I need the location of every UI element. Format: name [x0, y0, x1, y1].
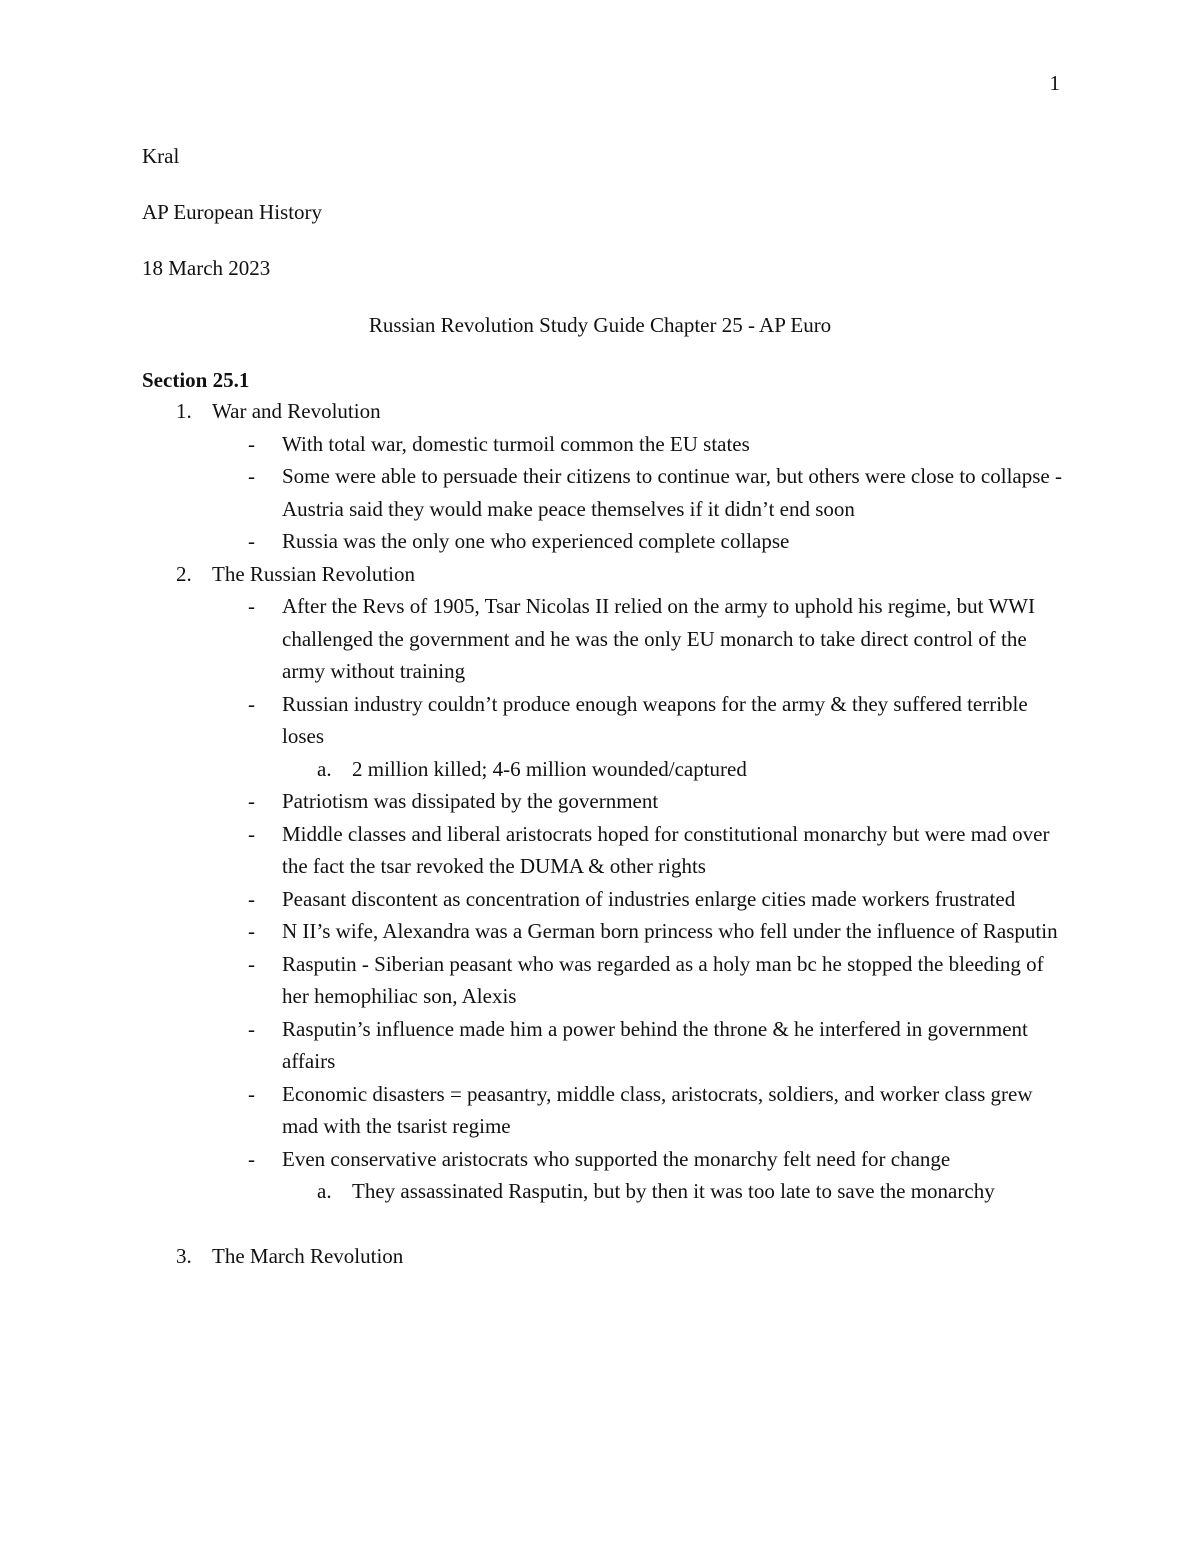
bullet-item	[142, 688, 1072, 753]
blank-line	[142, 1208, 1072, 1240]
dash-marker: -	[248, 1146, 255, 1171]
bullet-item	[142, 948, 1072, 1013]
dash-marker: -	[248, 594, 255, 618]
bullet-text: Peasant discontent as concentration of industries enlarge cities made workers frustrated	[282, 886, 1016, 911]
bullet-item	[142, 818, 1072, 883]
bullet-text: Russia was the only one who experienced complete collapse	[282, 529, 790, 553]
dash-marker: -	[248, 919, 255, 943]
bullet-text: After the Revs of 1905, Tsar Nicolas II relied on the army to uphold his regime, but WWI challenged the government and he was the only EU monarch to take direct control of the army without training	[282, 594, 1035, 683]
section-heading: Section 25.1	[142, 368, 250, 392]
bullet-item	[142, 1078, 1072, 1143]
sub-item-text: 2 million killed; 4-6 million wounded/captured	[352, 756, 747, 781]
dash-marker: -	[248, 821, 255, 846]
page-number: 1	[1049, 71, 1060, 95]
bullet-text: Economic disasters = peasantry, middle class, aristocrats, soldiers, and worker class grew mad with the tsarist regime	[282, 1081, 1033, 1138]
bullet-text: Some were able to persuade their citizens to continue war, but others were close to collapse - Austria said they would make peace themselves if it didn’t end soon	[282, 464, 1062, 521]
document-date: 18 March 2023	[142, 256, 271, 280]
bullet-item	[142, 525, 1072, 558]
item-number: 2.	[176, 561, 192, 586]
bullet-item	[142, 915, 1072, 948]
dash-marker: -	[248, 886, 255, 911]
outline-item	[142, 1240, 1072, 1273]
bullet-item	[142, 1013, 1072, 1078]
bullet-item	[142, 590, 1072, 688]
item-label: The March Revolution	[212, 1243, 404, 1268]
bullet-text: With total war, domestic turmoil common the EU states	[282, 431, 750, 456]
bullet-text: Rasputin’s influence made him a power behind the throne & he interfered in government affairs	[282, 1016, 1028, 1073]
course-name: AP European History	[142, 200, 323, 224]
bullet-text: N II’s wife, Alexandra was a German born princess who fell under the influence of Rasputin	[282, 919, 1058, 943]
bullet-item	[142, 428, 1072, 461]
bullet-text: Middle classes and liberal aristocrats hoped for constitutional monarchy but were mad over the fact the tsar revoked the DUMA & other rights	[282, 821, 1050, 878]
bullet-text: Russian industry couldn’t produce enough weapons for the army & they suffered terrible loses	[282, 691, 1028, 748]
dash-marker: -	[248, 951, 255, 976]
dash-marker: -	[248, 464, 255, 488]
bullet-item	[142, 883, 1072, 916]
dash-marker: -	[248, 431, 255, 456]
bullet-item	[142, 460, 1072, 525]
item-label: War and Revolution	[212, 399, 381, 423]
dash-marker: -	[248, 789, 255, 813]
bullet-item	[142, 1143, 1072, 1176]
item-label: The Russian Revolution	[212, 561, 415, 586]
sub-item-marker: a.	[317, 1179, 332, 1203]
sub-item	[142, 753, 1072, 786]
sub-item	[142, 1175, 1072, 1208]
dash-marker: -	[248, 529, 255, 553]
bullet-item	[142, 785, 1072, 818]
bullet-text: Patriotism was dissipated by the government	[282, 789, 659, 813]
dash-marker: -	[248, 691, 255, 716]
item-number: 1.	[176, 399, 192, 423]
bullet-text: Even conservative aristocrats who supported the monarchy felt need for change	[282, 1146, 951, 1171]
bullet-text: Rasputin - Siberian peasant who was regarded as a holy man bc he stopped the bleeding of her hemophiliac son, Alexis	[282, 951, 1044, 1008]
sub-item-text: They assassinated Rasputin, but by then it was too late to save the monarchy	[352, 1179, 995, 1203]
document-title: Russian Revolution Study Guide Chapter 25 - AP Euro	[368, 313, 832, 337]
outline-list	[142, 395, 1072, 1272]
outline-item	[142, 558, 1072, 591]
dash-marker: -	[248, 1016, 255, 1041]
outline-item	[142, 395, 1072, 428]
sub-item-marker: a.	[317, 756, 332, 781]
author-name: Kral	[142, 144, 180, 168]
item-number: 3.	[176, 1243, 192, 1268]
dash-marker: -	[248, 1081, 255, 1106]
